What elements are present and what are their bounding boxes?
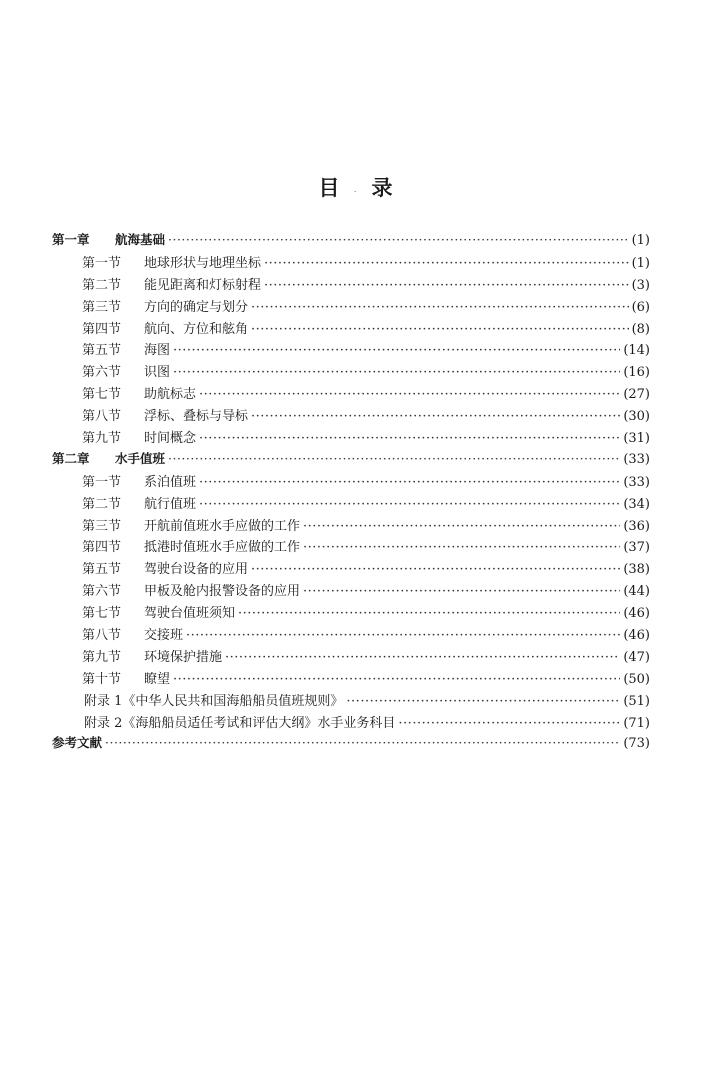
toc-entry-label: 第八节 [82,409,122,425]
toc-entry-label: 第六节 [82,365,122,381]
toc-entry-label: 第七节 [82,387,122,403]
toc-appendix-entry[interactable] [52,690,650,712]
toc-section-entry[interactable] [52,383,650,405]
toc-section-entry[interactable] [52,602,650,624]
toc-entry-label: 第九节 [82,431,122,447]
toc-chapter-entry[interactable] [52,230,650,252]
toc-entry-title: 航海基础 [115,232,166,247]
dot-leader [346,694,620,709]
toc-entry-label: 第一节 [82,474,122,490]
toc-entry-page-number: (1) [631,233,650,248]
toc-entry-label: 第四节 [82,540,122,556]
dot-leader [303,584,620,599]
dot-leader [264,278,629,293]
dot-leader [398,716,620,731]
toc-entry-label: 第五节 [82,343,122,359]
toc-entry-label: 第八节 [82,628,122,644]
toc-appendix-entry[interactable] [52,712,650,734]
dot-leader [251,300,629,315]
toc-entry-title: 系泊值班 [144,474,197,490]
toc-entry-page-number: (30) [623,409,650,425]
toc-entry-page-number: (31) [623,431,650,447]
toc-entry-label: 第三节 [82,518,122,534]
toc-section-entry[interactable] [52,558,650,580]
toc-entry-label: 附录 2 [84,715,123,731]
toc-section-entry[interactable] [52,515,650,537]
toc-entry-page-number: (71) [623,715,650,731]
toc-section-entry[interactable] [52,339,650,361]
toc-section-entry[interactable] [52,624,650,646]
toc-section-entry[interactable] [52,471,650,493]
dot-leader [264,256,629,271]
toc-entry-title: 驾驶台设备的应用 [144,562,249,578]
toc-entry-label: 第一节 [82,255,122,271]
toc-entry-label: 第二节 [82,496,122,512]
toc-section-entry[interactable] [52,252,650,274]
toc-entry-page-number: (27) [623,387,650,403]
dot-leader [303,519,620,534]
toc-entry-label: 参考文献 [52,735,103,751]
toc-entry-title: 助航标志 [144,387,197,403]
toc-entry-label: 第六节 [82,584,122,600]
toc-section-entry[interactable] [52,427,650,449]
page-title [0,172,713,202]
toc-entry-page-number: (14) [623,343,650,359]
toc-entry-title: 海图 [144,343,171,359]
dot-leader [225,650,620,665]
toc-section-entry[interactable] [52,580,650,602]
toc-entry-title: 识图 [144,365,171,381]
page-title-part1: 目 [318,176,342,200]
toc-entry-title: 《海船船员适任考试和评估大纲》水手业务科目 [122,715,396,731]
toc-entry-page-number: (33) [623,474,650,490]
toc-entry-title: 《中华人民共和国海船船员值班规则》 [122,693,344,709]
toc-entry-page-number: (37) [623,540,650,556]
toc-entry-title: 水手值班 [115,450,166,466]
toc-section-entry[interactable] [52,646,650,668]
dot-leader [168,451,620,466]
toc-entry-page-number: (38) [623,562,650,578]
toc-entry-label: 第三节 [82,299,122,315]
toc-entry-title: 地球形状与地理坐标 [144,255,262,271]
toc-entry-page-number: (1) [631,255,650,271]
toc-section-entry[interactable] [52,493,650,515]
dot-leader [105,735,620,750]
toc-entry-label: 第二节 [82,277,122,293]
dot-leader [199,475,620,490]
page-title-dot: . [354,186,359,194]
table-of-contents [52,230,650,755]
dot-leader [173,365,620,380]
toc-entry-page-number: (50) [623,671,650,687]
dot-leader [251,409,620,424]
toc-entry-page-number: (34) [623,496,650,512]
toc-entry-page-number: (46) [623,606,650,622]
toc-entry-page-number: (47) [623,649,650,665]
toc-entry-title: 航行值班 [144,496,197,512]
toc-section-entry[interactable] [52,296,650,318]
toc-entry-title: 驾驶台值班须知 [144,606,236,622]
dot-leader [251,562,620,577]
toc-entry-title: 时间概念 [144,431,197,447]
dot-leader [168,232,629,247]
dot-leader [199,387,620,402]
toc-entry-title: 能见距离和灯标射程 [144,277,262,293]
dot-leader [173,672,620,687]
toc-section-entry[interactable] [52,405,650,427]
toc-entry-page-number: (6) [631,299,650,315]
toc-entry-title: 开航前值班水手应做的工作 [144,518,301,534]
toc-entry-page-number: (3) [631,277,650,293]
dot-leader [186,628,620,643]
toc-entry-label: 第四节 [82,321,122,337]
toc-section-entry[interactable] [52,274,650,296]
toc-entry-page-number: (51) [623,693,650,709]
toc-entry-page-number: (16) [623,365,650,381]
toc-entry-title: 抵港时值班水手应做的工作 [144,540,301,556]
toc-entry-title: 方向的确定与划分 [144,299,249,315]
toc-entry-label: 第七节 [82,606,122,622]
dot-leader [173,343,620,358]
toc-entry-label: 第五节 [82,562,122,578]
dot-leader [199,497,620,512]
toc-entry-title: 航向、方位和舷角 [144,321,249,337]
toc-entry-page-number: (36) [623,518,650,534]
toc-entry-page-number: (33) [623,451,650,467]
toc-entry-label: 第二章 [52,450,90,466]
dot-leader [303,540,620,555]
dot-leader [238,606,620,621]
toc-entry-label: 附录 1 [84,693,123,709]
toc-entry-page-number: (73) [623,736,650,752]
toc-chapter-entry[interactable] [52,449,650,471]
toc-entry-title: 交接班 [144,628,184,644]
toc-entry-page-number: (44) [623,584,650,600]
toc-chapter-entry[interactable] [52,733,650,755]
toc-section-entry[interactable] [52,668,650,690]
dot-leader [199,431,620,446]
toc-entry-title: 甲板及舱内报警设备的应用 [144,584,301,600]
toc-entry-title: 环境保护措施 [144,649,223,665]
page-title-part2: 录 [371,176,395,200]
toc-section-entry[interactable] [52,361,650,383]
toc-entry-label: 第十节 [82,671,122,687]
toc-entry-page-number: (46) [623,628,650,644]
toc-entry-title: 瞭望 [144,671,171,687]
toc-section-entry[interactable] [52,318,650,340]
toc-entry-label: 第九节 [82,649,122,665]
dot-leader [251,322,629,337]
toc-entry-label: 第一章 [52,232,90,247]
toc-section-entry[interactable] [52,536,650,558]
toc-entry-page-number: (8) [631,321,650,337]
toc-entry-title: 浮标、叠标与导标 [144,409,249,425]
